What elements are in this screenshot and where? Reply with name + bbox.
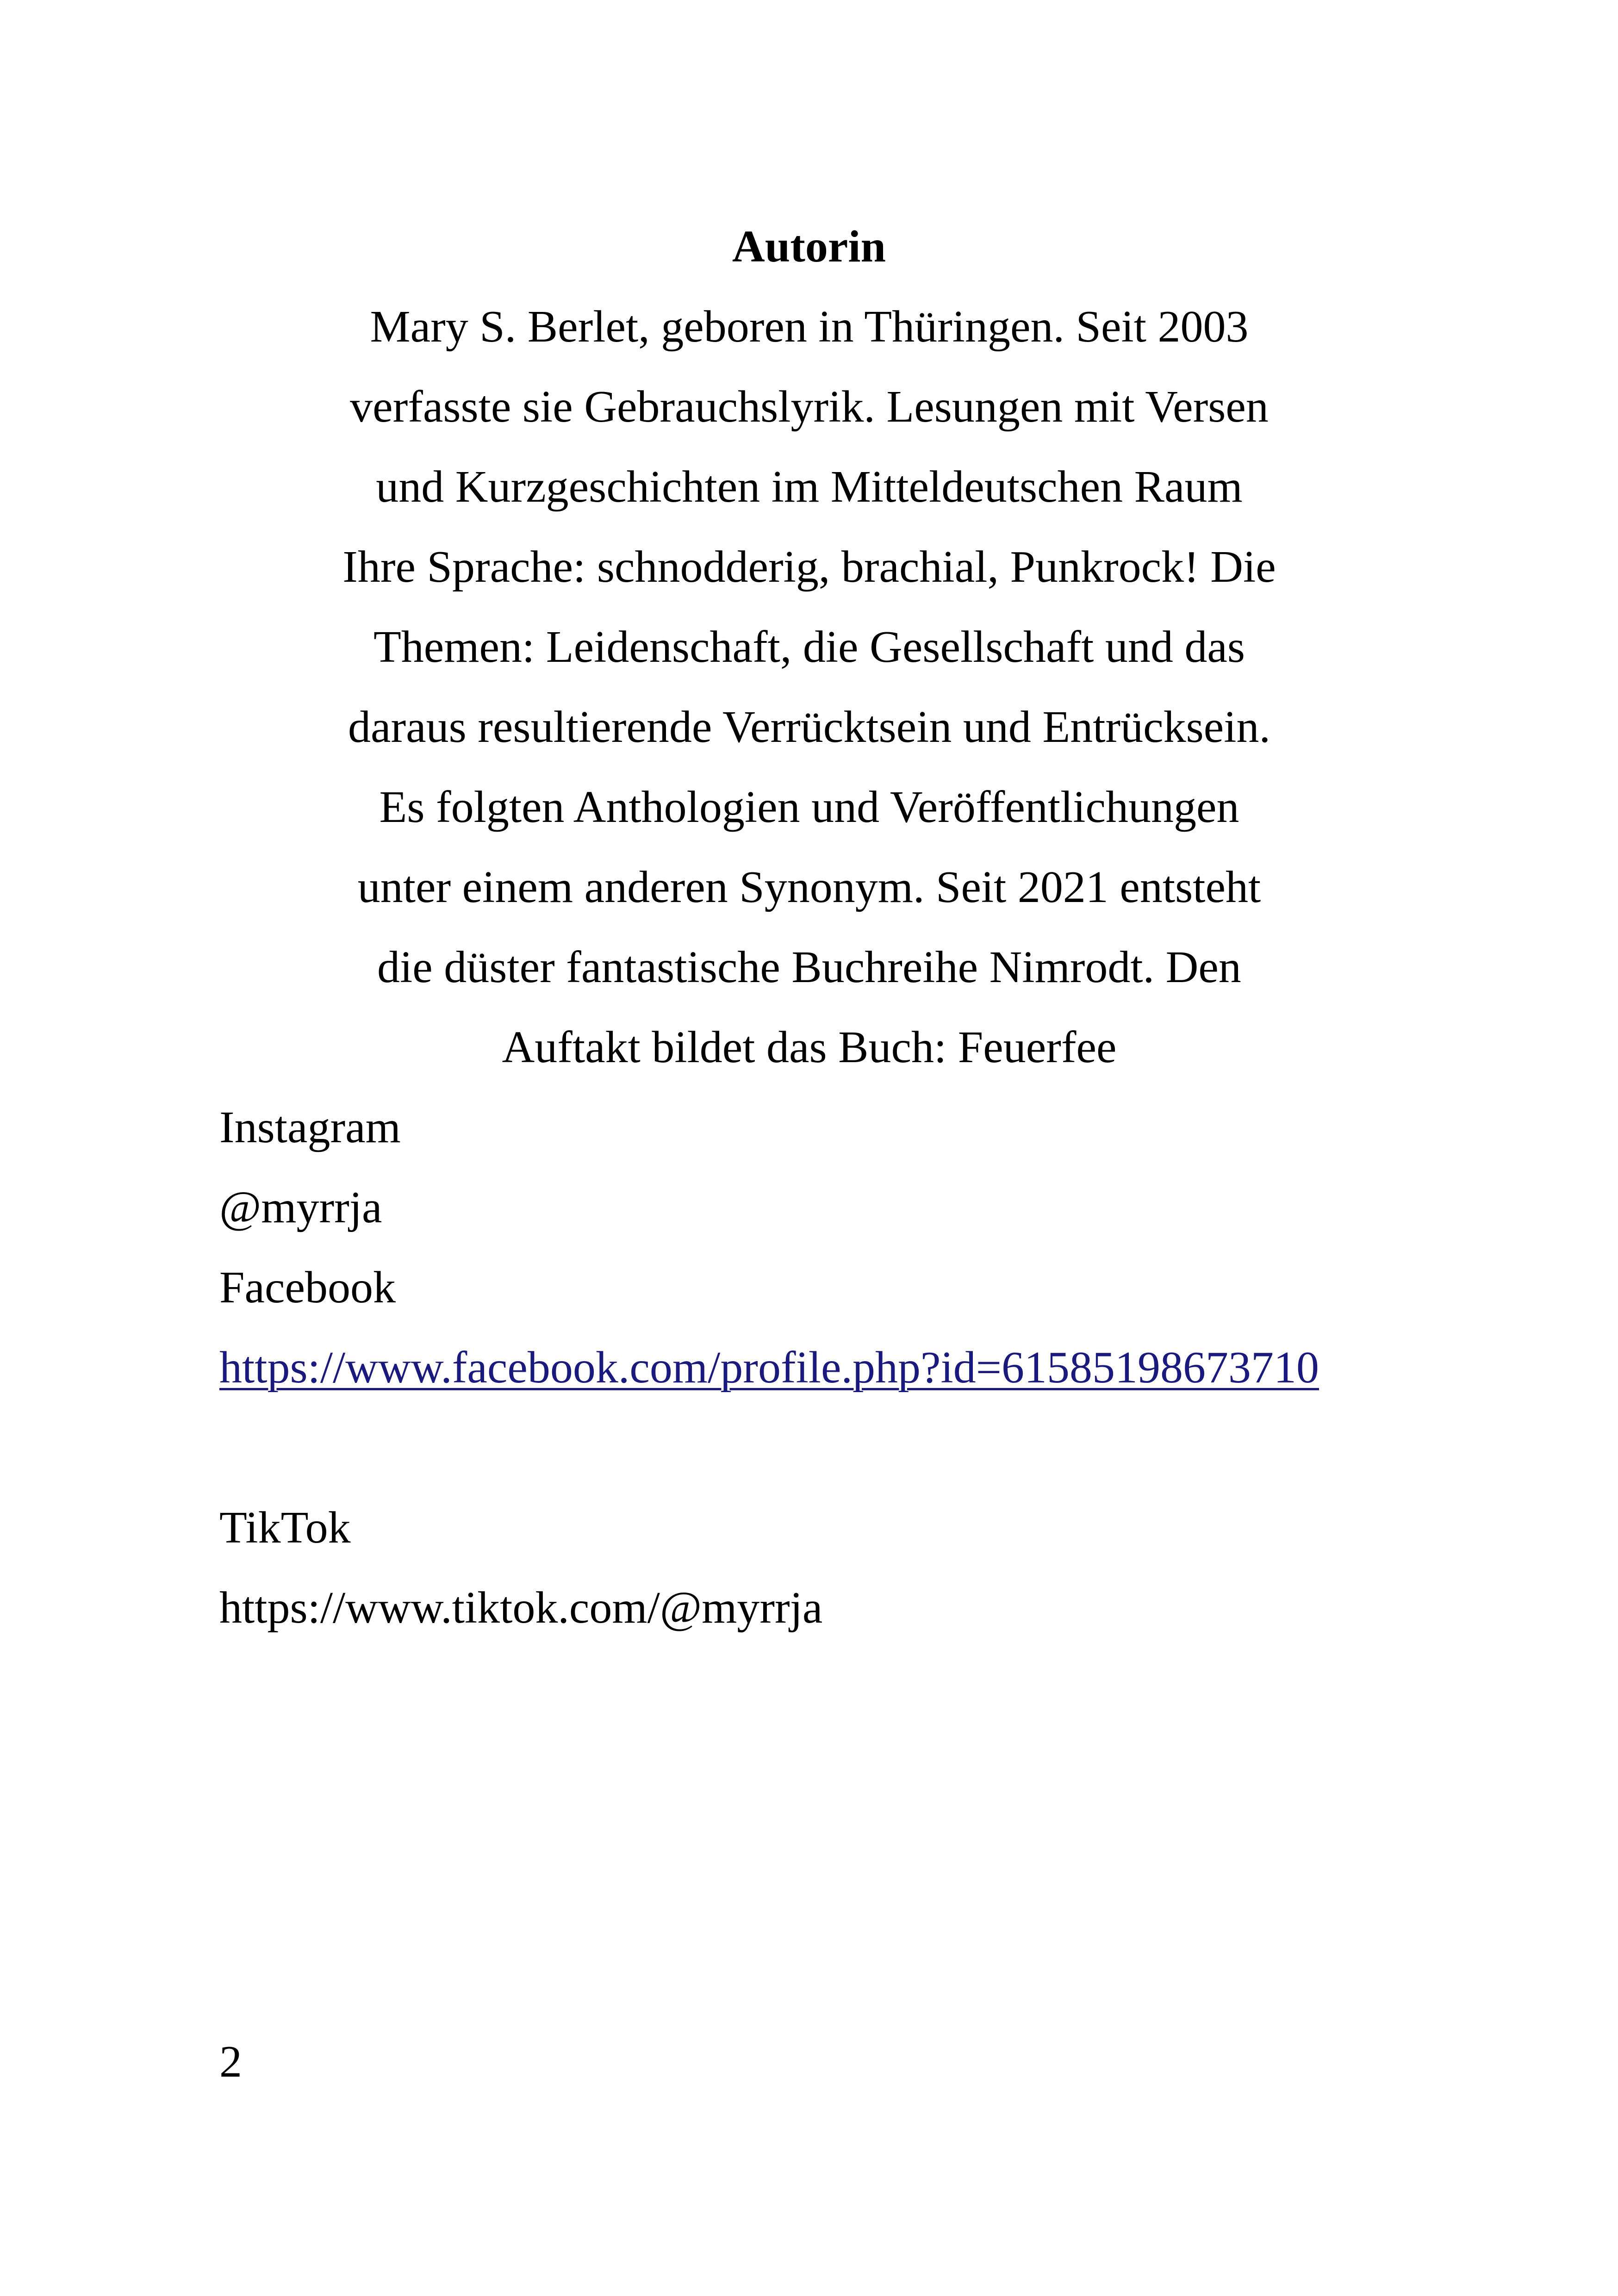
facebook-link-line [219, 1328, 1319, 1408]
instagram-label: Instagram [219, 1102, 401, 1152]
bio-line: Es folgten Anthologien und Veröffentlichungen [379, 782, 1239, 832]
bio-line: Themen: Leidenschaft, die Gesellschaft und das [373, 622, 1245, 672]
tiktok-label: TikTok [219, 1503, 351, 1553]
author-bio [336, 287, 1282, 1088]
bio-line: verfasste sie Gebrauchslyrik. Lesungen mit Versen [350, 382, 1269, 432]
bio-line: unter einem anderen Synonym. Seit 2021 entsteht [357, 862, 1261, 912]
tiktok-url: https://www.tiktok.com/@myrrja [219, 1583, 823, 1633]
facebook-link[interactable]: https://www.facebook.com/profile.php?id=61585198673710 [219, 1343, 1319, 1393]
bio-line: Mary S. Berlet, geboren in Thüringen. Seit 2003 [370, 302, 1249, 352]
facebook-label: Facebook [219, 1263, 396, 1313]
bio-line: Auftakt bildet das Buch: Feuerfee [502, 1022, 1117, 1072]
bio-line: daraus resultierende Verrücktsein und Entrücksein. [348, 702, 1270, 752]
bio-line: und Kurzgeschichten im Mitteldeutschen Raum [376, 462, 1243, 512]
section-heading: Autorin [732, 222, 886, 272]
bio-line: Ihre Sprache: schnodderig, brachial, Punkrock! Die [342, 542, 1276, 592]
page-number: 2 [219, 2037, 242, 2087]
instagram-handle: @myrrja [219, 1182, 382, 1232]
bio-line: die düster fantastische Buchreihe Nimrodt. Den [377, 942, 1241, 992]
